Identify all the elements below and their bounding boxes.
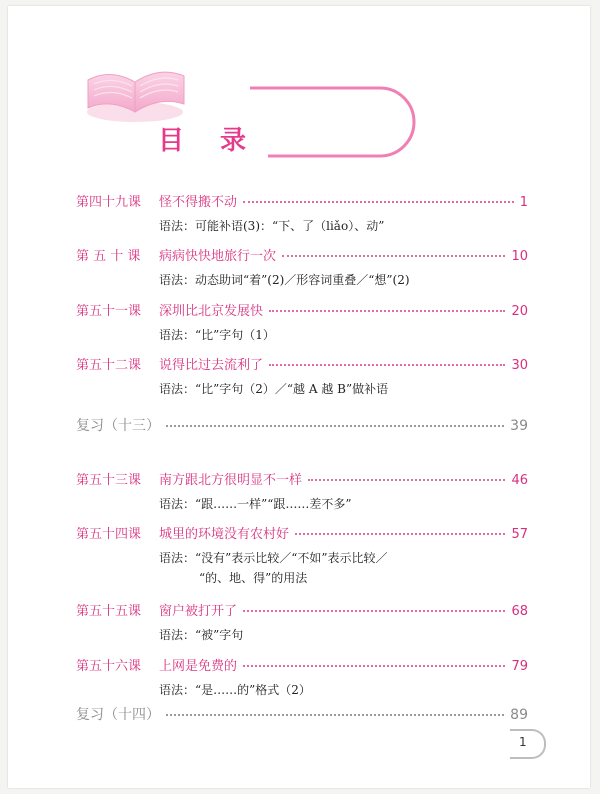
dot-leader	[269, 309, 505, 312]
page-title	[158, 120, 254, 157]
toc-entry[interactable]	[76, 600, 528, 645]
dot-leader	[269, 363, 505, 366]
dot-leader	[308, 478, 505, 481]
grammar-note	[159, 494, 528, 514]
grammar-line: 语法：“没有”表示比较／“不如”表示比较／	[159, 551, 388, 565]
toc-entry[interactable]	[76, 655, 528, 700]
grammar-note	[159, 379, 528, 399]
review-title[interactable]: 复习（十三）	[76, 418, 160, 434]
lesson-title[interactable]: 城里的环境没有农村好	[159, 527, 290, 542]
lesson-number: 第五十五课	[76, 604, 142, 619]
dot-leader	[243, 664, 505, 667]
lesson-number: 第四十九课	[76, 195, 142, 210]
grammar-line: “的、地、得”的用法	[199, 571, 308, 585]
toc-entry[interactable]	[76, 469, 528, 514]
toc-review-entry[interactable]	[76, 704, 528, 724]
review-title[interactable]: 复习（十四）	[76, 707, 160, 723]
lesson-number: 第五十一课	[76, 304, 142, 319]
lesson-title[interactable]: 窗户被打开了	[159, 604, 238, 619]
grammar-line: 语法：“比”字句（2）／“越 A 越 B”做补语	[159, 382, 389, 396]
page-number: 39	[510, 418, 528, 434]
page-number: 1	[519, 195, 528, 210]
lesson-number: 第五十六课	[76, 659, 142, 674]
grammar-line: 语法：动态助词“着”(2)／形容词重叠／“想”(2)	[159, 273, 410, 287]
page-number: 57	[511, 527, 528, 542]
page-number: 68	[511, 604, 528, 619]
lesson-number: 第五十四课	[76, 527, 142, 542]
grammar-note	[159, 680, 528, 700]
lesson-number: 第 五 十 课	[76, 249, 141, 264]
lesson-title[interactable]: 怪不得搬不动	[159, 195, 238, 210]
lesson-title[interactable]: 说得比过去流利了	[159, 358, 264, 373]
dot-leader	[166, 713, 504, 716]
page-number: 89	[510, 707, 528, 723]
grammar-line: 语法：“是……的”格式（2）	[159, 683, 311, 697]
lesson-title[interactable]: 病病快快地旅行一次	[159, 249, 277, 264]
grammar-note	[159, 548, 528, 588]
lesson-title[interactable]: 南方跟北方很明显不一样	[159, 473, 303, 488]
title-decoration-arc	[250, 78, 420, 163]
toc-entry[interactable]	[76, 523, 528, 588]
dot-leader	[166, 424, 504, 427]
grammar-line: 语法：“跟……一样”“跟……差不多”	[159, 497, 352, 511]
page-number: 46	[511, 473, 528, 488]
grammar-note	[159, 625, 528, 645]
toc-entry[interactable]	[76, 300, 528, 345]
toc-entry[interactable]	[76, 245, 528, 290]
page-number: 30	[511, 358, 528, 373]
dot-leader	[295, 532, 505, 535]
page-number: 79	[511, 659, 528, 674]
lesson-number: 第五十二课	[76, 358, 142, 373]
page-number-tab	[510, 729, 546, 759]
title-char: 录	[220, 126, 247, 156]
page-number: 20	[511, 304, 528, 319]
lesson-title[interactable]: 上网是免费的	[159, 659, 238, 674]
page-number: 10	[511, 249, 528, 264]
dot-leader	[243, 200, 514, 203]
lesson-number: 第五十三课	[76, 473, 142, 488]
grammar-note	[159, 216, 528, 236]
dot-leader	[282, 254, 505, 257]
dot-leader	[243, 609, 505, 612]
toc-entry[interactable]	[76, 354, 528, 399]
grammar-line: 语法：“被”字句	[159, 628, 244, 642]
title-char: 目	[158, 126, 185, 156]
grammar-note	[159, 270, 528, 290]
toc-entry[interactable]	[76, 191, 528, 236]
open-book-icon	[80, 50, 190, 130]
grammar-note	[159, 325, 528, 345]
grammar-line: 语法：“比”字句（1）	[159, 328, 275, 342]
footer-page-number: 1	[519, 735, 527, 749]
grammar-line: 语法：可能补语(3)：“下、了（liǎo）、动”	[159, 219, 385, 233]
toc-review-entry[interactable]	[76, 415, 528, 435]
lesson-title[interactable]: 深圳比北京发展快	[159, 304, 264, 319]
